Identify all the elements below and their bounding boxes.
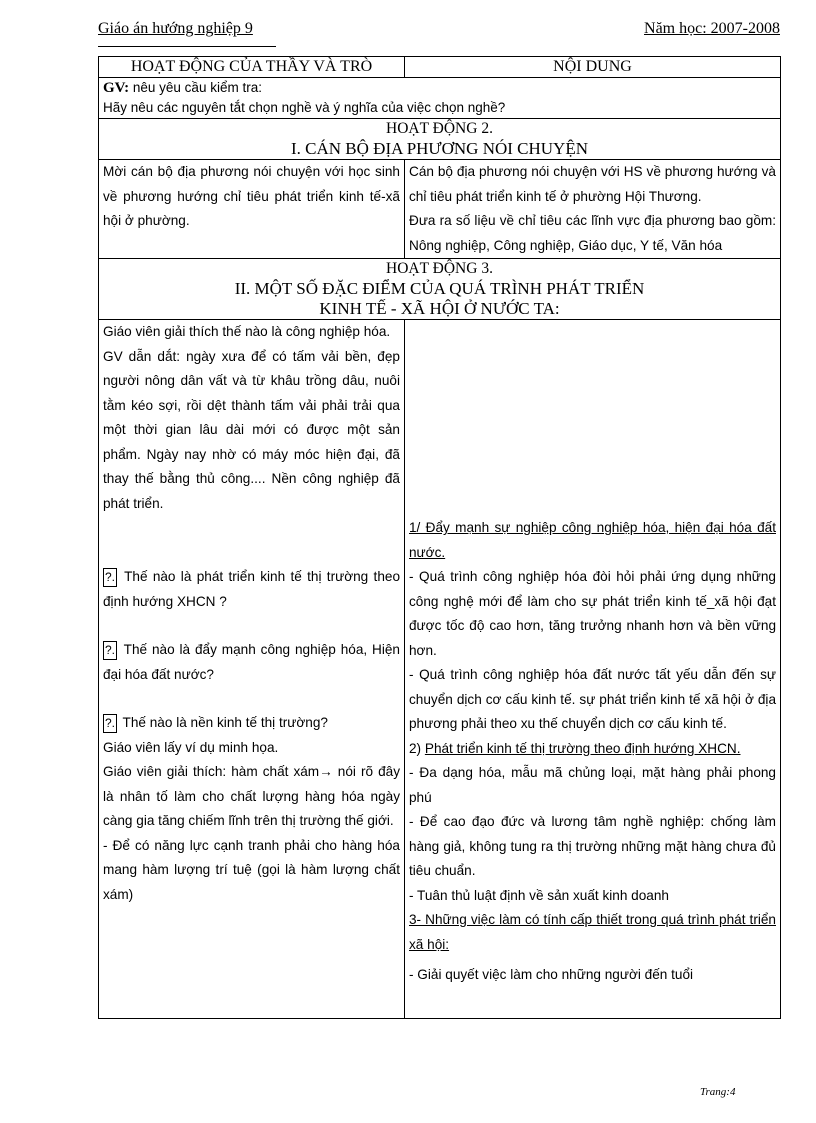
activity2-content-row	[99, 160, 781, 259]
activity3-heading	[99, 259, 781, 320]
lesson-table	[98, 56, 781, 1019]
activity3-title-row	[99, 259, 781, 320]
question-2	[103, 638, 400, 687]
content-p6: - Giải quyết việc làm cho những người đến tuổi	[409, 967, 694, 982]
activity3-left-p4: Giáo viên giải thích: hàm chất xám→ nói rõ đây là nhân tố làm cho chất lượng hàng hóa ngày càng gia tăng chiếm lĩnh trên thị trường thế giới.	[103, 764, 400, 828]
question-mark-icon: ?.	[103, 568, 117, 587]
content-p3: - Đa dạng hóa, mẫu mã chủng loại, mặt hàng phải phong phú	[409, 765, 776, 805]
activity2-left-text: Mời cán bộ địa phương nói chuyện với học sinh về phương hướng chỉ tiêu phát triển kinh tế-xã hội ở phường.	[103, 164, 400, 228]
question-3	[103, 711, 400, 736]
question-2-text: Thế nào là đẩy mạnh công nghiệp hóa, Hiện đại hóa đất nước?	[103, 642, 400, 682]
check-line1: nêu yêu cầu kiểm tra:	[132, 80, 262, 95]
activity2-heading	[99, 119, 781, 160]
check-cell	[99, 78, 781, 119]
question-1	[103, 565, 400, 614]
content-heading-2-text: Phát triển kinh tế thị trường theo định hướng XHCN.	[424, 740, 741, 756]
content-heading-2-prefix: 2)	[409, 740, 422, 756]
content-heading-2	[409, 737, 776, 762]
question-3-text: Thế nào là nền kinh tế thị trường?	[122, 715, 328, 730]
header-school-year: Năm học: 2007-2008	[644, 20, 780, 37]
activity2-right-cell	[405, 160, 781, 259]
activity2-title: HOẠT ĐỘNG 2.	[386, 120, 493, 137]
activity3-left-p2: GV dẫn dắt: ngày xưa để có tấm vải bền, đẹp người nông dân vất và từ khâu trồng dâu, nuôi tằm kéo sợi, rồi dệt thành tấm vải phải trải qua một thời gian lâu dài mới có được một sản phẩm. Ngày nay nhờ có máy móc hiện đại, đã thay thế bằng thủ công.... Nền công nghiệp đã phát triển.	[103, 348, 400, 511]
table-header-row	[99, 57, 781, 78]
content-p5: - Tuân thủ luật định về sản xuất kinh doanh	[409, 887, 669, 903]
activity2-title-row	[99, 119, 781, 160]
page-header	[98, 20, 780, 42]
activity3-subtitle1: II. MỘT SỐ ĐẶC ĐIỂM CỦA QUÁ TRÌNH PHÁT TRIỂN	[234, 279, 645, 298]
page-number: Trang:4	[700, 1086, 736, 1098]
gv-label: GV:	[103, 80, 130, 96]
activity2-left-cell	[99, 160, 405, 259]
content-heading-3: 3- Những việc làm có tính cấp thiết trong quá trình phát triển xã hội:	[409, 912, 776, 952]
activity3-subtitle2: KINH TẾ - XÃ HỘI Ở NƯỚC TA:	[319, 299, 560, 318]
content-p1: - Quá trình công nghiệp hóa đòi hỏi phải ứng dụng những công nghệ mới để làm cho sự phát triển kinh tế_xã hội đạt được tốc độ cao hơn, tăng trưởng nhanh hơn và bền vững hơn.	[409, 569, 776, 658]
check-question: Hãy nêu các nguyên tắt chọn nghề và ý nghĩa của việc chọn nghề?	[103, 100, 506, 115]
activity2-right-p2: Đưa ra số liệu về chỉ tiêu các lĩnh vực địa phương bao gồm: Nông nghiệp, Công nghiệp, Giáo dục, Y tế, Văn hóa	[409, 213, 776, 253]
question-mark-icon: ?.	[103, 714, 117, 733]
activity2-right-p1: Cán bộ địa phương nói chuyện với HS về phương hướng và chỉ tiêu phát triển kinh tế ở phường Hội Thương.	[409, 164, 776, 204]
header-course-title: Giáo án hướng nghiệp 9	[98, 20, 253, 37]
content-p2: - Quá trình công nghiệp hóa đất nước tất yếu dẫn đến sự chuyển dịch cơ cấu kinh tế. sự phát triển kinh tế xã hội ở địa phương phải theo xu thế chuyển dịch cơ cấu kinh tế.	[409, 667, 776, 731]
activity3-left-p5: - Để có năng lực cạnh tranh phải cho hàng hóa mang hàm lượng trí tuệ (gọi là hàm lượng chất xám)	[103, 837, 400, 902]
activity3-title: HOẠT ĐỘNG 3.	[386, 260, 493, 277]
right-spacer	[409, 320, 776, 516]
content-heading-1: 1/ Đẩy mạnh sự nghiệp công nghiệp hóa, hiện đại hóa đất nước.	[409, 520, 776, 560]
activity3-content-row	[99, 320, 781, 1019]
check-row	[99, 78, 781, 119]
activity2-subtitle: I. CÁN BỘ ĐỊA PHƯƠNG NÓI CHUYỆN	[291, 139, 588, 158]
column-header-activities: HOẠT ĐỘNG CỦA THẦY VÀ TRÒ	[99, 57, 405, 78]
question-1-text: Thế nào là phát triển kinh tế thị trường theo định hướng XHCN ?	[103, 569, 401, 609]
activity3-right-cell	[405, 320, 781, 1019]
activity3-left-p3: Giáo viên lấy ví dụ minh họa.	[103, 739, 279, 755]
question-mark-icon: ?.	[103, 641, 117, 660]
activity3-left-cell	[99, 320, 405, 1019]
activity3-left-p1: Giáo viên giải thích thế nào là công nghiệp hóa.	[103, 324, 391, 339]
header-divider	[98, 46, 276, 47]
content-p4: - Để cao đạo đức và lương tâm nghề nghiệp: chống làm hàng giả, không tung ra thị trường những mặt hàng chưa đủ tiêu chuẩn.	[409, 814, 776, 878]
column-header-content: NỘI DUNG	[405, 57, 781, 78]
